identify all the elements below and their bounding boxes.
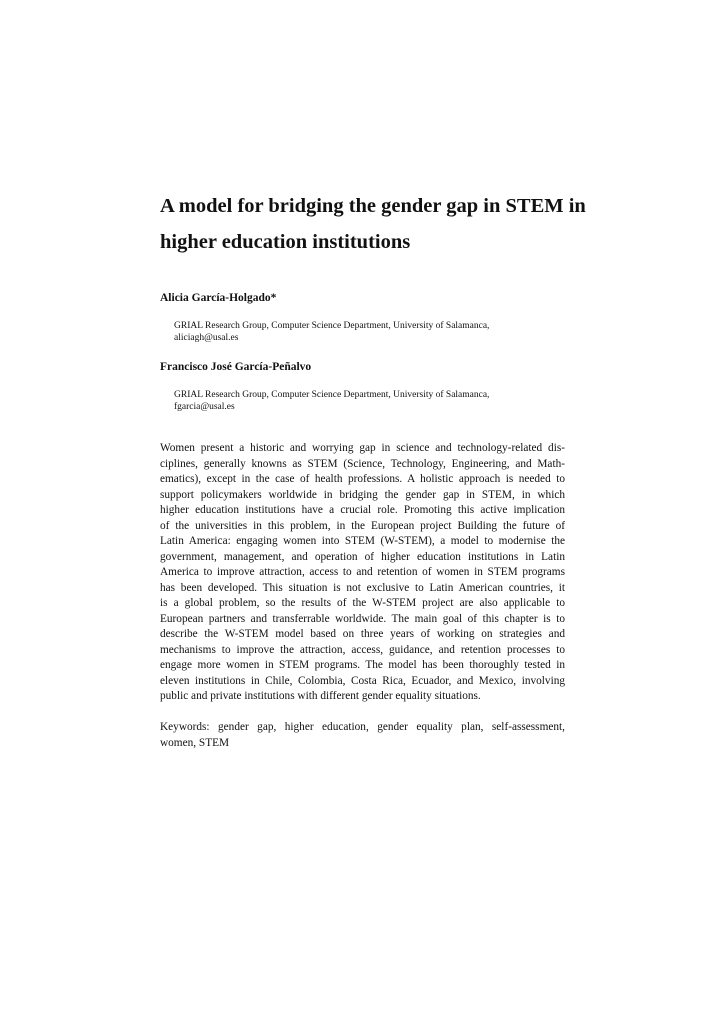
paper-title [160,188,586,260]
keywords [160,720,565,751]
abstract-line: has been developed. This situation is not exclusive to Latin American countries, it [160,581,565,594]
abstract-line: is a global problem, so the results of the W-STEM project are also applicable to [160,597,565,609]
abstract-line: support policymakers worldwide in bridging the gender gap in STEM, in which [160,488,565,501]
abstract-line: Women present a historic and worrying gap in science and technology-related dis- [160,442,565,454]
abstract-line: ematics), except in the case of health professions. A holistic approach is needed to [160,473,565,485]
author-name: Francisco José García-Peñalvo [160,361,312,373]
author-affiliation [174,389,489,413]
author-affiliation [174,320,489,344]
abstract-line: ciplines, generally knowns as STEM (Science, Technology, Engineering, and Math- [160,457,565,470]
abstract-line: engage more women in STEM programs. The model has been thoroughly tested in [160,659,565,671]
author-email: aliciagh@usal.es [174,333,239,343]
abstract-line: describe the W-STEM model based on three years of working on strategies and [160,628,565,640]
abstract-line: public and private institutions with different gender equality situations. [160,690,481,702]
abstract-line: of the universities in this problem, in the European project Building the future of [160,519,565,532]
abstract-line: America to improve attraction, access to and retention of women in STEM programs [160,566,565,578]
abstract [160,441,565,705]
abstract-line: mechanisms to improve the attraction, access, guidance, and retention processes to [160,643,565,656]
author-name: Alicia García-Holgado* [160,292,277,304]
title-line: A model for bridging the gender gap in STEM in [160,195,586,217]
abstract-line: eleven institutions in Chile, Colombia, Costa Rica, Ecuador, and Mexico, involving [160,674,565,687]
author-email: fgarcia@usal.es [174,402,235,412]
keywords-line: Keywords: gender gap, higher education, gender equality plan, self-assessment, [160,721,565,733]
abstract-line: Latin America: engaging women into STEM (W-STEM), a model to modernise the [160,535,565,547]
abstract-line: government, management, and operation of higher education institutions in Latin [160,550,565,563]
affiliation-line: GRIAL Research Group, Computer Science Department, University of Salamanca, [174,321,490,331]
title-line: higher education institutions [160,231,411,253]
affiliation-line: GRIAL Research Group, Computer Science Department, University of Salamanca, [174,390,490,400]
keywords-line: women, STEM [160,736,230,749]
abstract-line: European partners and transferrable worldwide. The main goal of this chapter is to [160,612,565,625]
abstract-line: higher education institutions have a crucial role. Promoting this active implication [160,504,565,516]
